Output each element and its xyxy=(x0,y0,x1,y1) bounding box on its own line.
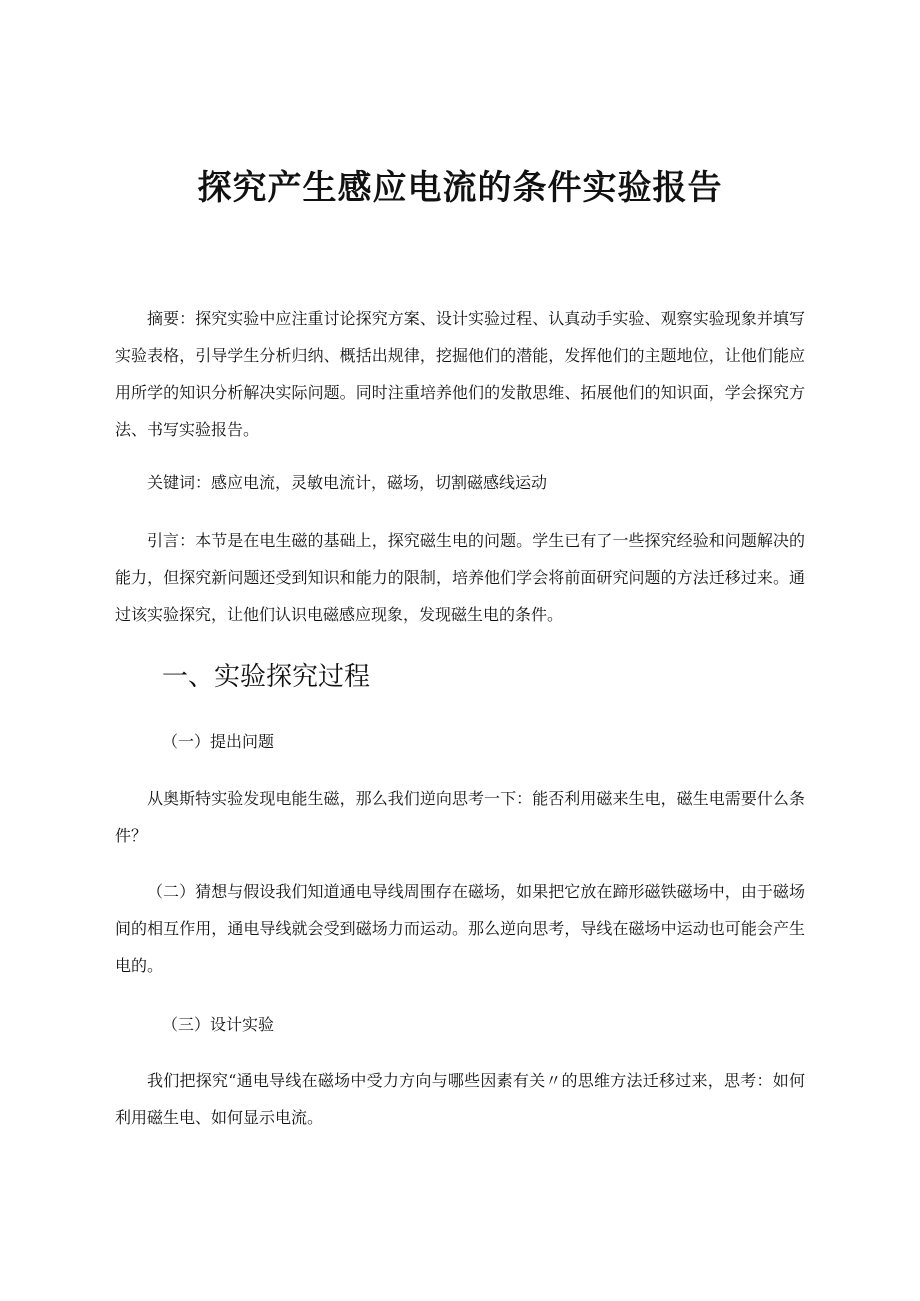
hypothesis-paragraph: （二）猜想与假设我们知道通电导线周围存在磁场，如果把它放在蹄形磁铁磁场中，由于磁场间的相互作用，通电导线就会受到磁场力而运动。那么逆向思考，导线在磁场中运动也可能会产生电的。 xyxy=(115,882,805,975)
keywords-paragraph: 关键词：感应电流，灵敏电流计，磁场，切割磁感线运动 xyxy=(147,473,548,492)
introduction-paragraph: 引言：本节是在电生磁的基础上，探究磁生电的问题。学生已有了一些探究经验和问题解决的能力，但探究新问题还受到知识和能力的限制，培养他们学会将前面研究问题的方法迁移过来。通过该实验探究，让他们认识电磁感应现象，发现磁生电的条件。 xyxy=(115,531,805,624)
section-heading-experiment-process: 一、实验探究过程 xyxy=(162,662,371,692)
question-paragraph: 从奥斯特实验发现电能生磁，那么我们逆向思考一下：能否利用磁来生电，磁生电需要什么条件？ xyxy=(115,789,805,845)
subsection-heading-design: （三）设计实验 xyxy=(162,1015,275,1034)
design-paragraph: 我们把探究“通电导线在磁场中受力方向与哪些因素有关〃的思维方法迁移过来，思考：如何利用磁生电、如何显示电流。 xyxy=(115,1071,805,1127)
document-title: 探究产生感应电流的条件实验报告 xyxy=(197,168,723,208)
subsection-heading-question: （一）提出问题 xyxy=(162,732,275,751)
abstract-paragraph: 摘要：探究实验中应注重讨论探究方案、设计实验过程、认真动手实验、观察实验现象并填写实验表格，引导学生分析归纳、概括出规律，挖掘他们的潜能，发挥他们的主题地位，让他们能应用所学的知识分析解决实际问题。同时注重培养他们的发散思维、拓展他们的知识面，学会探究方法、书写实验报告。 xyxy=(115,309,805,439)
